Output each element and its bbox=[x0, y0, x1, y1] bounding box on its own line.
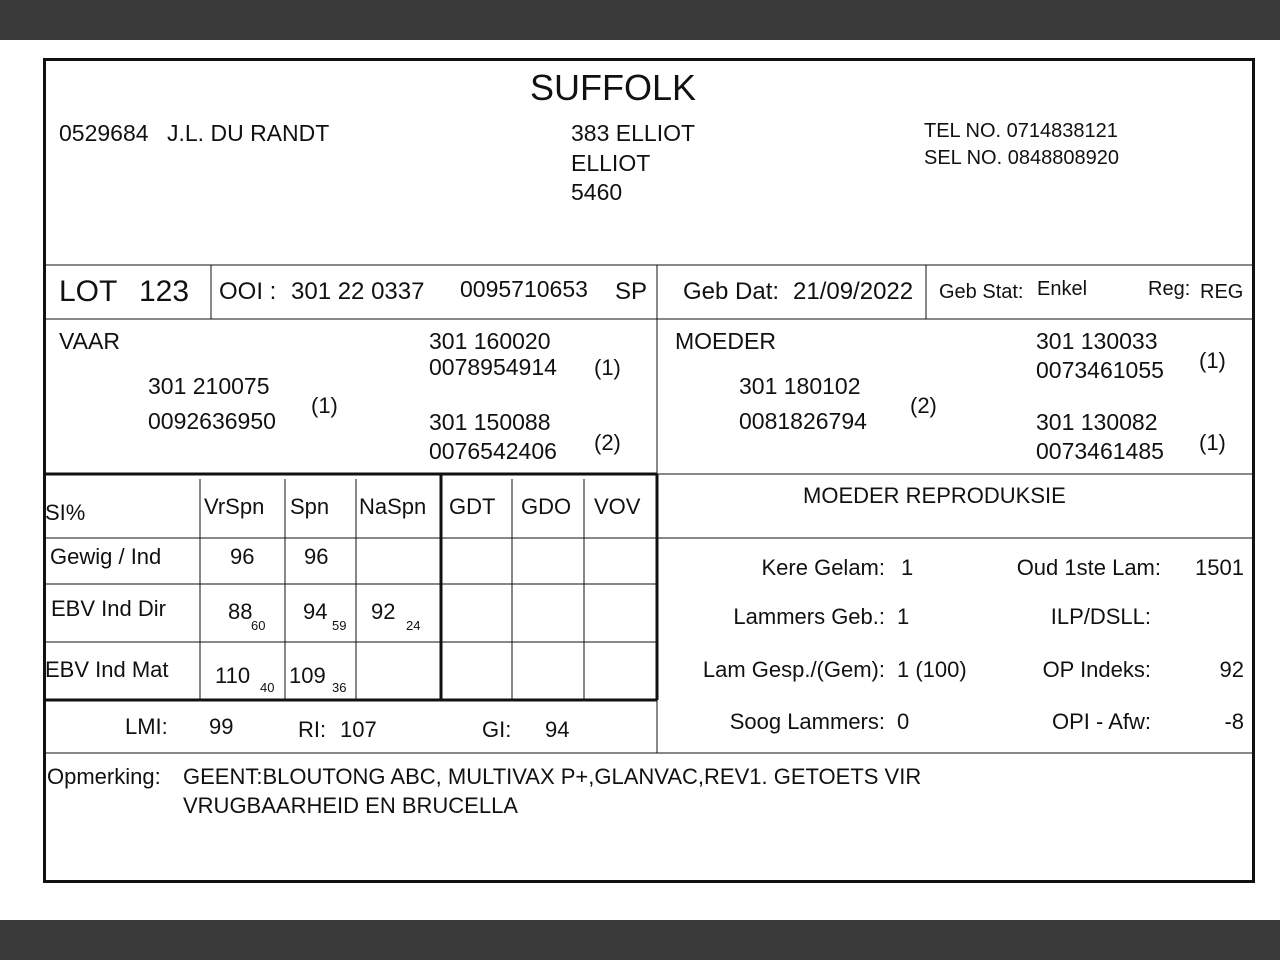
soog-lammers-label: Soog Lammers: bbox=[729, 709, 885, 734]
sire-sire-id: 301 160020 bbox=[429, 328, 551, 354]
lam-gesp-label: Lam Gesp./(Gem): bbox=[702, 657, 885, 682]
dam-sire-count: (1) bbox=[1199, 348, 1226, 373]
owner-code: 0529684 bbox=[59, 120, 149, 146]
bottom-dark-band bbox=[0, 920, 1280, 960]
sire-sire-count: (1) bbox=[594, 355, 621, 380]
ri-label: RI: bbox=[298, 717, 327, 742]
owner-address-line-2: ELLIOT bbox=[571, 150, 651, 176]
op-indeks-label: OP Indeks: bbox=[1042, 657, 1151, 682]
lot-label: LOT bbox=[59, 275, 118, 308]
row-ebv-dir-label: EBV Ind Dir bbox=[51, 596, 166, 621]
ilp-dsll-label: ILP/DSLL: bbox=[1050, 604, 1151, 629]
sire-count: (1) bbox=[311, 393, 338, 418]
animal-id: 301 22 0337 bbox=[291, 278, 425, 305]
lam-gesp-value: 1 (100) bbox=[897, 657, 967, 682]
header-gdo: GDO bbox=[521, 494, 572, 519]
dam-count: (2) bbox=[910, 393, 937, 418]
animal-code: SP bbox=[615, 278, 648, 305]
row-weight-vrspn: 96 bbox=[230, 544, 255, 569]
kere-gelam-label: Kere Gelam: bbox=[761, 555, 885, 580]
animal-registration-number: 0095710653 bbox=[460, 276, 588, 302]
header-spn: Spn bbox=[290, 494, 330, 519]
registration-value: REG bbox=[1200, 281, 1244, 303]
owner-cellphone: SEL NO. 0848808920 bbox=[924, 147, 1119, 169]
remarks-label: Opmerking: bbox=[47, 764, 161, 789]
birth-date: 21/09/2022 bbox=[793, 278, 914, 305]
owner-telephone: TEL NO. 0714838121 bbox=[924, 120, 1118, 142]
dam-dam-count: (1) bbox=[1199, 430, 1226, 455]
row-ebv-mat-spn-accuracy: 36 bbox=[332, 680, 347, 695]
dam-dam-id: 301 130082 bbox=[1036, 409, 1158, 435]
oud-1ste-lam-value: 1501 bbox=[1195, 555, 1244, 580]
owner-postal-code: 5460 bbox=[571, 179, 623, 205]
birth-status: Enkel bbox=[1037, 278, 1088, 300]
op-indeks-value: 92 bbox=[1219, 657, 1244, 682]
kere-gelam-value: 1 bbox=[901, 555, 914, 580]
breed-title: SUFFOLK bbox=[530, 67, 697, 108]
row-ebv-dir-naspn: 92 bbox=[371, 599, 396, 624]
opi-afw-value: -8 bbox=[1224, 709, 1244, 734]
dam-sire-number: 0073461055 bbox=[1036, 357, 1164, 383]
lammers-geb-label: Lammers Geb.: bbox=[733, 604, 885, 629]
row-weight-spn: 96 bbox=[304, 544, 329, 569]
lot-number: 123 bbox=[139, 275, 190, 308]
reproduction-title: MOEDER REPRODUKSIE bbox=[803, 483, 1066, 508]
row-ebv-dir-spn: 94 bbox=[303, 599, 328, 624]
row-ebv-mat-vrspn-accuracy: 40 bbox=[260, 680, 275, 695]
sire-dam-id: 301 150088 bbox=[429, 409, 551, 435]
row-ebv-dir-vrspn: 88 bbox=[228, 599, 253, 624]
row-ebv-mat-vrspn: 110 bbox=[215, 663, 251, 688]
gi-value: 94 bbox=[545, 717, 570, 742]
row-ebv-dir-naspn-accuracy: 24 bbox=[406, 618, 421, 633]
birth-status-label: Geb Stat: bbox=[939, 281, 1024, 303]
sire-number: 0092636950 bbox=[148, 408, 276, 434]
header-naspn: NaSpn bbox=[359, 494, 427, 519]
dam-id: 301 180102 bbox=[739, 373, 861, 399]
row-weight-label: Gewig / Ind bbox=[50, 544, 162, 569]
sire-dam-number: 0076542406 bbox=[429, 438, 557, 464]
sire-label: VAAR bbox=[59, 328, 120, 354]
animal-sex-label: OOI : bbox=[219, 278, 277, 305]
soog-lammers-value: 0 bbox=[897, 709, 910, 734]
top-dark-band bbox=[0, 0, 1280, 40]
dam-label: MOEDER bbox=[675, 328, 776, 354]
header-vrspn: VrSpn bbox=[204, 494, 265, 519]
row-ebv-mat-label: EBV Ind Mat bbox=[45, 657, 169, 682]
lmi-value: 99 bbox=[209, 714, 234, 739]
header-vov: VOV bbox=[594, 494, 641, 519]
dam-sire-id: 301 130033 bbox=[1036, 328, 1158, 354]
owner-name: J.L. DU RANDT bbox=[167, 120, 330, 146]
birth-date-label: Geb Dat: bbox=[683, 278, 780, 305]
sire-id: 301 210075 bbox=[148, 373, 270, 399]
row-ebv-dir-spn-accuracy: 59 bbox=[332, 618, 347, 633]
opi-afw-label: OPI - Afw: bbox=[1051, 709, 1151, 734]
remarks-line-1: GEENT:BLOUTONG ABC, MULTIVAX P+,GLANVAC,REV1. GETOETS VIR bbox=[183, 764, 922, 789]
header-gdt: GDT bbox=[449, 494, 496, 519]
sire-dam-count: (2) bbox=[594, 430, 621, 455]
owner-address-line-1: 383 ELLIOT bbox=[571, 120, 696, 146]
card-grid-lines bbox=[43, 58, 1256, 884]
oud-1ste-lam-label: Oud 1ste Lam: bbox=[1016, 555, 1161, 580]
remarks-line-2: VRUGBAARHEID EN BRUCELLA bbox=[183, 793, 518, 818]
lmi-label: LMI: bbox=[125, 714, 168, 739]
dam-number: 0081826794 bbox=[739, 408, 867, 434]
gi-label: GI: bbox=[482, 717, 512, 742]
header-si-percent: SI% bbox=[45, 500, 86, 525]
lot-card bbox=[43, 58, 1256, 884]
sire-sire-number: 0078954914 bbox=[429, 354, 557, 380]
row-ebv-dir-vrspn-accuracy: 60 bbox=[251, 618, 266, 633]
row-ebv-mat-spn: 109 bbox=[289, 663, 326, 688]
registration-label: Reg: bbox=[1148, 278, 1191, 300]
dam-dam-number: 0073461485 bbox=[1036, 438, 1164, 464]
lammers-geb-value: 1 bbox=[897, 604, 910, 629]
ri-value: 107 bbox=[340, 717, 377, 742]
